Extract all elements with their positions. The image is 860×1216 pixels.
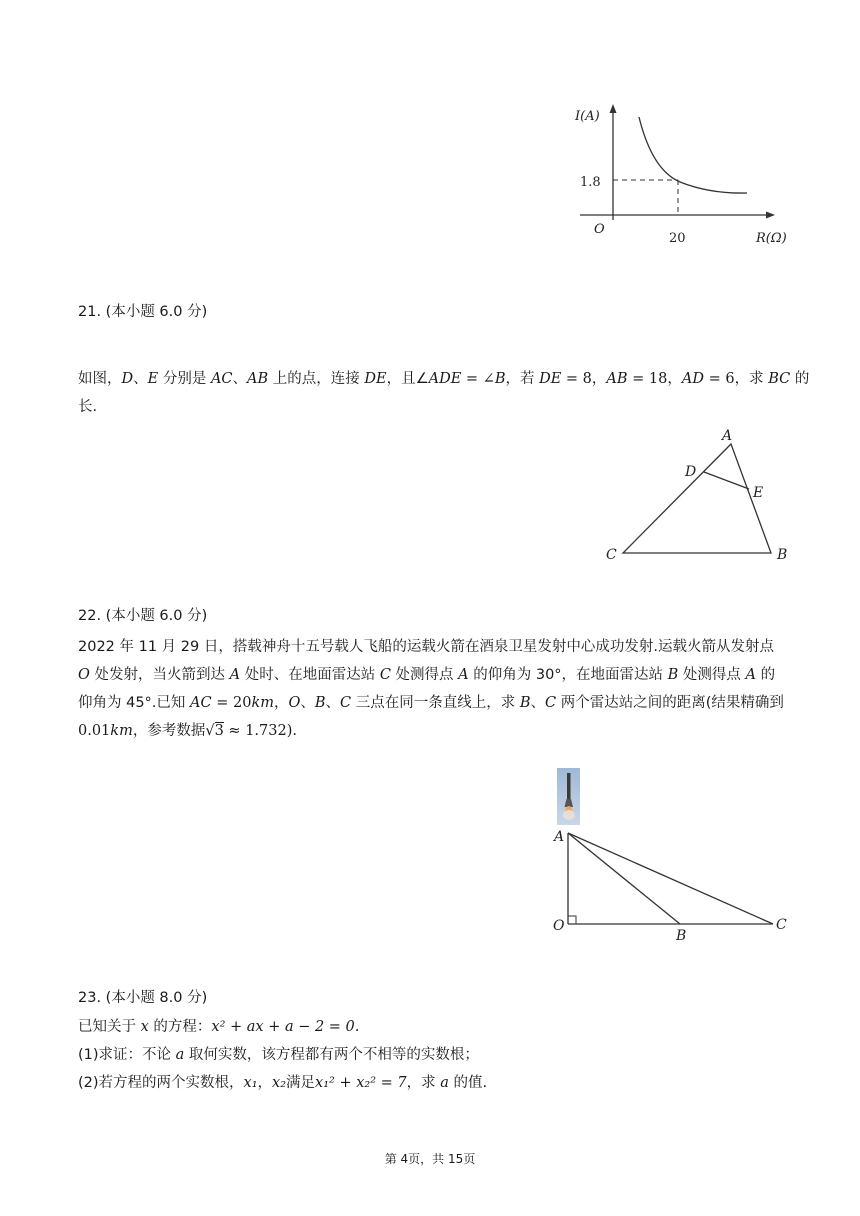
q22-line1: 2022 年 11 月 29 日，搭载神舟十五号载人飞船的运载火箭在酒泉卫星发射中心成功发射.运载火箭从发射点 [78,639,774,655]
x-axis-label: R(Ω) [756,231,787,246]
q23-line1: 已知关于 x 的方程：x² + ax + a − 2 = 0. [78,1019,360,1035]
q23-line3: (2)若方程的两个实数根，x₁，x₂满足x₁² + x₂² = 7，求 a 的值. [78,1075,488,1091]
q23-equation: x² + ax + a − 2 = 0. [211,1019,360,1035]
q22-rocket-figure [548,765,798,945]
q22-line4: 0.01km，参考数据√3 ≈ 1.732). [78,723,297,739]
segment-ac [568,833,773,924]
label-c: C [776,917,787,933]
y-axis-arrow [610,104,617,113]
q21-triangle-figure [600,425,800,570]
right-angle-mark [568,916,576,924]
y-axis-label: I(A) [575,109,600,124]
label-b: B [777,547,788,563]
q23-line2: (1)求证：不论 a 取何实数，该方程都有两个不相等的实数根； [78,1047,479,1063]
segment-ab [568,833,680,924]
sqrt-symbol: √ [205,723,215,739]
label-c: C [606,547,617,563]
q21-line2: 长. [78,399,98,415]
q22-line2: O 处发射，当火箭到达 A 处时、在地面雷达站 C 处测得点 A 的仰角为 30°，在地面雷达站 B 处测得点 A 的 [78,667,776,683]
q21-text [78,365,810,421]
label-d: D [685,464,697,480]
q21-line1: 如图，D、E 分别是 AC、AB 上的点，连接 DE，且∠ADE = ∠B，若 DE = 8，AB = 18，AD = 6，求 BC 的 [78,371,810,387]
graph-current-resistance [570,100,800,265]
triangle-abc [623,444,771,553]
q23-header: 23. (本小题 8.0 分) [78,990,208,1006]
label-a: A [554,829,565,845]
q23-text [78,1013,798,1097]
x-value-label: 20 [669,231,686,246]
label-a: A [722,428,733,444]
label-e: E [753,485,764,501]
y-value-label: 1.8 [580,175,601,190]
origin-label: O [594,222,605,237]
page-footer: 第 4页，共 15页 [384,1152,476,1166]
x-axis-arrow [766,212,775,219]
q21-header: 21. (本小题 6.0 分) [78,304,208,320]
q22-line3: 仰角为 45°.已知 AC = 20km，O、B、C 三点在同一条直线上，求 B、C 两个雷达站之间的距离(结果精确到 [78,695,784,711]
label-b: B [676,928,687,944]
q22-text [78,633,798,745]
q22-header: 22. (本小题 6.0 分) [78,608,208,624]
curve [639,117,747,193]
rocket-icon [557,768,580,825]
label-o: O [553,918,565,934]
